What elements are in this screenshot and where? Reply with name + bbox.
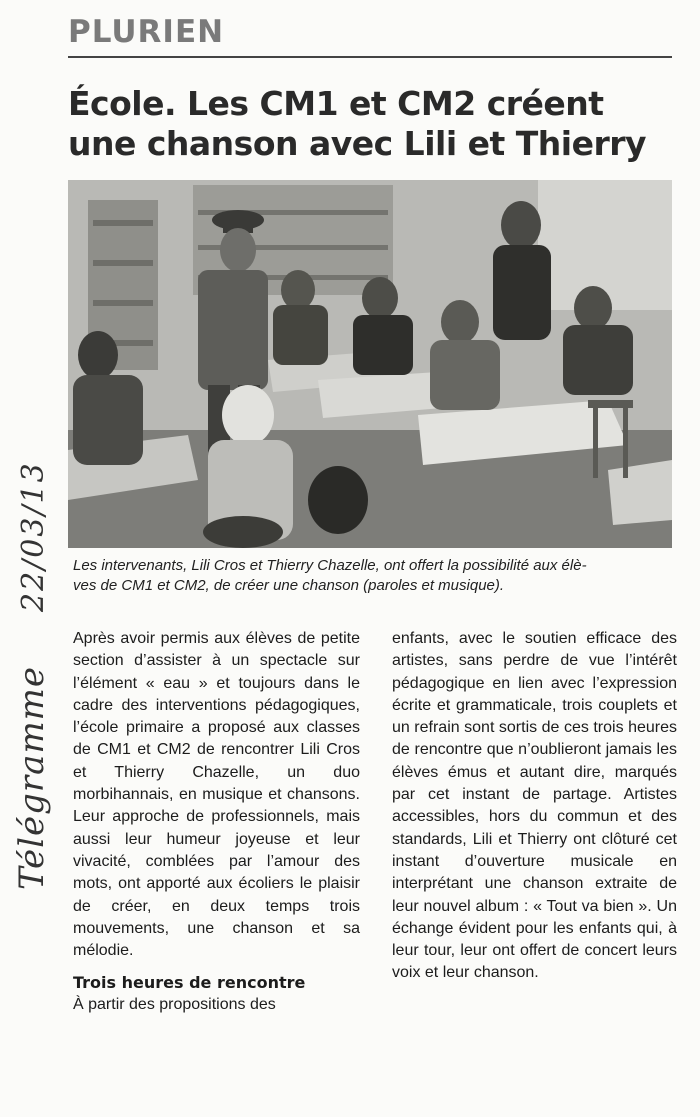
handwritten-newspaper-name: Télégramme [12, 665, 52, 890]
article-paragraph: Après avoir permis aux élèves de petite section d’assister à un spectacle sur l’élément « eau » et toujours dans le cadre des interventions pédagogiques, l’école primaire a proposé aux classes de CM1 et CM2 de rencontrer Lili Cros et Thierry Chazelle, un duo morbihannais, en musique et chansons. Leur approche de professionnels, mais aussi leur humeur joyeuse et leur vivacité, comblées par l’amour des mots, ont apporté aux écoliers le plaisir de créer, en deux temps trois mouvements, une chanson et sa mélodie. [73, 630, 360, 960]
article-column-right [392, 628, 677, 985]
headline-line-1: École. Les CM1 et CM2 créent [68, 84, 604, 123]
caption-line-2: ves de CM1 et CM2, de créer une chanson (paroles et musique). [73, 577, 505, 594]
article-subheading: Trois heures de rencontre [73, 973, 306, 993]
photo-caption [73, 556, 673, 596]
section-rule [68, 56, 672, 58]
article-headline [68, 84, 678, 164]
classroom-photo [68, 180, 672, 548]
article-paragraph: enfants, avec le soutien efficace des artistes, sans perdre de vue l’intérêt pédagogique en lien avec l’expression écrite et grammaticale, trois couplets et un refrain sont sortis de ces trois heures de rencontre que n’oublieront jamais les élèves émus et autant dire, marqués par cet instant de partage. Artistes accessibles, hors du commun et des standards, Lili et Thierry ont clôturé cet instant d’ouverture musicale en interprétant une chanson extraite de leur nouvel album : « Tout va bien ». Un échange évident pour les enfants qui, à leur tour, leur ont offert de concert leurs voix et leur chanson. [392, 630, 677, 982]
headline-line-2: une chanson avec Lili et Thierry [68, 124, 647, 163]
caption-line-1: Les intervenants, Lili Cros et Thierry Chazelle, ont offert la possibilité aux élè- [73, 557, 587, 574]
handwritten-date: 22/03/13 [16, 461, 51, 612]
section-title: PLURIEN [68, 14, 225, 50]
classroom-photo-illustration [68, 180, 672, 548]
article-column-left [73, 628, 360, 1017]
article-paragraph: À partir des propositions des [73, 996, 276, 1014]
